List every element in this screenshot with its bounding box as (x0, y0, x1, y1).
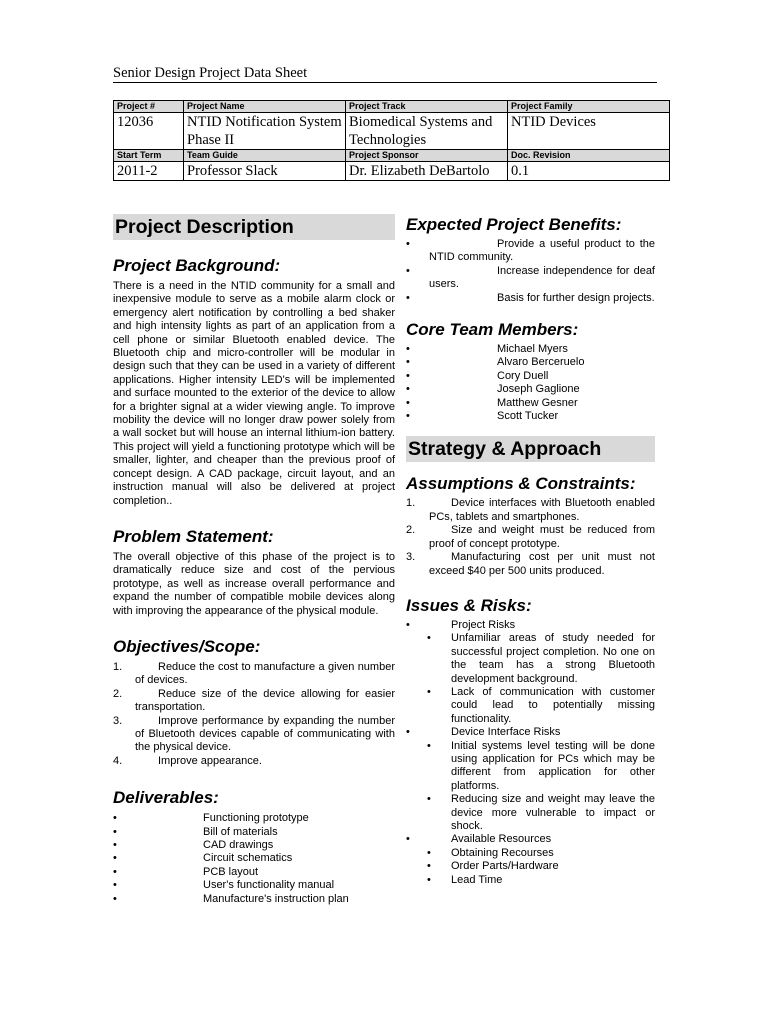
value-doc-revision: 0.1 (508, 162, 670, 181)
issue-group-label: Project Risks (451, 618, 516, 631)
bullet-marker: • (406, 383, 410, 396)
issue-sub-text: Obtaining Recourses (451, 846, 554, 859)
issue-sub-item (427, 860, 655, 873)
label-project-name: Project Name (184, 101, 346, 113)
issue-sub-text: Lead Time (451, 873, 503, 886)
list-item (113, 755, 395, 768)
value-project-sponsor: Dr. Elizabeth DeBartolo (346, 162, 508, 181)
list-number: 3. (113, 714, 123, 727)
list-item-text: Device interfaces with Bluetooth enabled PCs, tablets and smartphones. (429, 497, 655, 523)
label-start-term: Start Term (114, 150, 184, 162)
issue-group (406, 726, 655, 833)
list-item-text: PCB layout (203, 865, 259, 878)
list-item (113, 826, 395, 839)
issue-sub-list (427, 739, 655, 834)
bullet-marker: • (113, 852, 117, 865)
list-number: 1. (113, 660, 123, 673)
value-project-family: NTID Devices (508, 113, 670, 150)
list-item-text: Alvaro Berceruelo (497, 356, 585, 369)
list-item-text: Improve appearance. (158, 754, 262, 767)
issue-sub-item (427, 793, 655, 833)
expected-benefits-heading: Expected Project Benefits: (406, 215, 622, 234)
bullet-marker: • (427, 739, 431, 752)
objectives-heading: Objectives/Scope: (113, 636, 261, 656)
team-list (406, 343, 655, 423)
issue-group-label: Device Interface Risks (451, 726, 561, 739)
project-background-text: There is a need in the NTID community for a small and inexpensive module to serve as a mobile alarm clock or emergency alert notification by controlling a bed shaker and high intensity lights as part of an application from a cell phone or similar Bluetooth enabled device. The Bluetooth chip and micro-controller will be modular in design such that they can be used in a variety of different applications. Higher intensity LED's will be implemented and surface mounted to the exterior of the device to allow for a brighter signal at a wider viewing angle. To improve mobility the device will no longer draw power solely from a wall socket but will house an internal lithium-ion battery. This project will yield a functioning prototype which will be smaller, lighter, and cheaper than the previous proof of concept design. A CAD package, circuit layout, and an instruction manual will also be delivered at project completion.. (113, 280, 395, 507)
bullet-marker: • (113, 812, 117, 825)
bullet-marker: • (406, 410, 410, 423)
list-item-text: Functioning prototype (203, 812, 309, 825)
list-item-text: Basis for further design projects. (497, 291, 655, 304)
list-item (406, 397, 655, 410)
left-column (113, 214, 395, 906)
issue-sub-text: Order Parts/Hardware (451, 860, 559, 873)
list-number: 3. (406, 551, 416, 564)
list-item-text: Manufacturing cost per unit must not exceed $40 per 500 units produced. (429, 551, 655, 577)
list-item-text: Reduce the cost to manufacture a given number of devices. (135, 660, 395, 687)
list-item (113, 715, 395, 755)
list-item-text: Joseph Gaglione (497, 383, 580, 396)
benefits-list (406, 238, 655, 305)
bullet-marker: • (406, 833, 410, 846)
project-description-heading: Project Description (113, 214, 395, 240)
list-item (406, 343, 655, 356)
list-item (406, 383, 655, 396)
bullet-marker: • (427, 846, 431, 859)
list-item-text: Cory Duell (497, 369, 549, 382)
issue-sub-item (427, 739, 655, 794)
issue-group (406, 619, 655, 726)
list-item (406, 497, 655, 524)
list-item-text: CAD drawings (203, 839, 274, 851)
list-item (113, 852, 395, 865)
list-item-text: Provide a useful product to the NTID community. (429, 238, 655, 264)
list-item (406, 551, 655, 578)
list-item (113, 661, 395, 688)
issue-sub-text: Unfamiliar areas of study needed for successful project completion. No one on the team has a strong Bluetooth development background. (451, 632, 655, 685)
issues-risks-heading: Issues & Risks: (406, 595, 532, 615)
document-title: Senior Design Project Data Sheet (113, 64, 657, 83)
value-project-name: NTID Notification System Phase II (184, 113, 346, 150)
issue-sub-item (427, 632, 655, 686)
issue-group (406, 833, 655, 887)
list-item (406, 410, 655, 423)
list-item (406, 356, 655, 369)
value-project-track: Biomedical Systems and Technologies (346, 113, 508, 150)
list-item-text: Increase independence for deaf users. (429, 264, 655, 291)
list-item-text: Size and weight must be reduced from proof of concept prototype. (429, 524, 655, 550)
list-item-text: User's functionality manual (203, 879, 335, 892)
list-item-text: Circuit schematics (203, 852, 293, 865)
bullet-marker: • (427, 685, 431, 698)
assumptions-heading: Assumptions & Constraints: (406, 474, 636, 494)
bullet-marker: • (113, 879, 117, 892)
list-item (113, 688, 395, 715)
assumptions-list (406, 497, 655, 577)
deliverables-heading: Deliverables: (113, 788, 219, 808)
list-item-text: Improve performance by expanding the number of Bluetooth devices capable of communicating with the physical device. (135, 714, 395, 754)
problem-statement-heading: Problem Statement: (113, 526, 274, 546)
list-item-text: Matthew Gesner (497, 396, 578, 409)
list-item (113, 893, 395, 906)
issue-sub-list (427, 846, 655, 887)
objectives-list (113, 661, 395, 768)
list-item (113, 812, 395, 825)
list-item-text: Reduce size of the device allowing for easier transportation. (135, 687, 395, 714)
bullet-marker: • (427, 632, 431, 645)
list-number: 2. (406, 524, 416, 537)
list-item-text: Scott Tucker (497, 410, 559, 423)
bullet-marker: • (113, 825, 117, 838)
bullet-marker: • (406, 726, 410, 739)
bullet-marker: • (113, 839, 117, 851)
bullet-marker: • (113, 865, 117, 878)
label-team-guide: Team Guide (184, 150, 346, 162)
bullet-marker: • (427, 860, 431, 873)
deliverables-list (113, 812, 395, 906)
bullet-marker: • (406, 396, 410, 409)
core-team-heading: Core Team Members: (406, 320, 579, 340)
issue-sub-text: Lack of communication with customer could lead to potentially missing functionality. (451, 685, 655, 725)
project-background-heading: Project Background: (113, 256, 281, 275)
list-item-text: Bill of materials (203, 825, 278, 838)
value-team-guide: Professor Slack (184, 162, 346, 181)
problem-statement-text: The overall objective of this phase of the project is to dramatically reduce size and cost of the pervious prototype, as well as increase overall performance and expand the number of compatible mobile devices along with improving the appearance of the physical module. (113, 550, 395, 617)
issue-sub-text: Initial systems level testing will be done using application for PCs which may be different from application for other platforms. (451, 739, 655, 792)
label-project-sponsor: Project Sponsor (346, 150, 508, 162)
list-item-text: Michael Myers (497, 343, 568, 356)
bullet-marker: • (406, 618, 410, 631)
list-item (406, 238, 655, 265)
issue-sub-text: Reducing size and weight may leave the device more vulnerable to impact or shock. (451, 793, 655, 832)
bullet-marker: • (113, 892, 117, 905)
bullet-marker: • (406, 264, 410, 277)
right-column (406, 214, 655, 887)
issue-sub-item (427, 685, 655, 726)
list-item-text: Manufacture's instruction plan (203, 892, 349, 905)
list-item (113, 879, 395, 892)
list-item (113, 866, 395, 879)
list-item (406, 292, 655, 305)
bullet-marker: • (406, 369, 410, 382)
list-item (113, 839, 395, 852)
bullet-marker: • (406, 238, 410, 250)
issue-sub-list (427, 632, 655, 726)
bullet-marker: • (406, 343, 410, 356)
list-item (406, 370, 655, 383)
bullet-marker: • (427, 793, 431, 806)
list-number: 4. (113, 754, 123, 767)
list-item (406, 265, 655, 292)
bullet-marker: • (427, 873, 431, 886)
list-item (406, 524, 655, 551)
value-start-term: 2011-2 (114, 162, 184, 181)
issues-list (406, 619, 655, 887)
label-doc-revision: Doc. Revision (508, 150, 670, 162)
label-project-family: Project Family (508, 101, 670, 113)
label-project-number: Project # (114, 101, 184, 113)
list-number: 2. (113, 687, 123, 700)
issue-sub-item (427, 846, 655, 860)
bullet-marker: • (406, 291, 410, 304)
strategy-approach-heading: Strategy & Approach (406, 436, 655, 462)
issue-sub-item (427, 873, 655, 887)
project-info-table (113, 100, 670, 181)
value-project-number: 12036 (114, 113, 184, 150)
bullet-marker: • (406, 356, 410, 369)
issue-group-label: Available Resources (451, 833, 552, 846)
list-number: 1. (406, 497, 416, 510)
label-project-track: Project Track (346, 101, 508, 113)
